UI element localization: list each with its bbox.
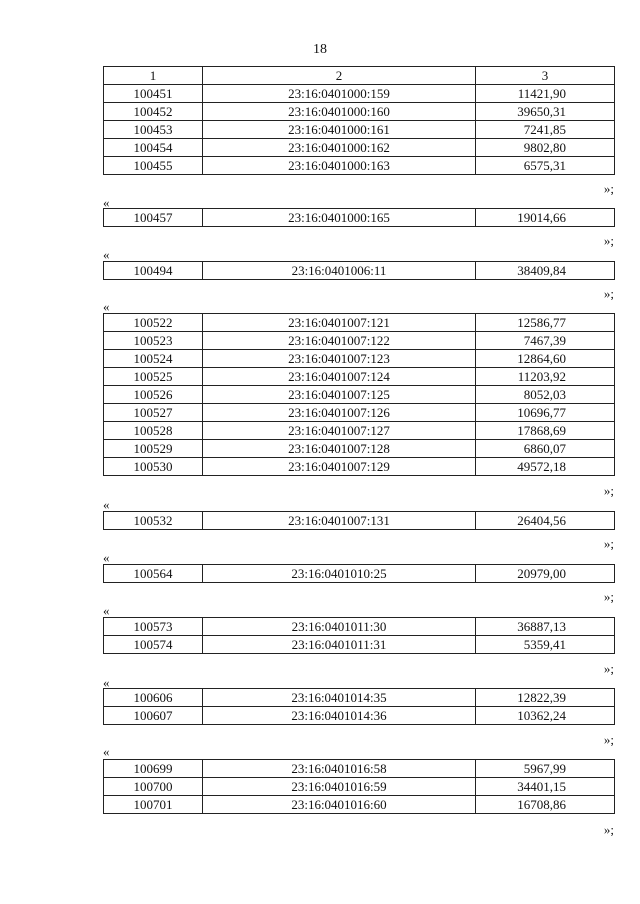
table-row [104,422,615,440]
column-header-2: 2 [203,67,476,85]
value-cell: 5967,99 [476,760,615,778]
opening-quote: « [103,744,110,759]
record-number-cell: 100523 [104,332,203,350]
register-table [103,617,615,654]
value-cell: 16708,86 [476,796,615,814]
closing-quote: »; [603,661,614,676]
column-header-1: 1 [104,67,203,85]
cadastral-number-cell: 23:16:0401007:131 [203,512,476,530]
record-number-cell: 100530 [104,458,203,476]
record-number-cell: 100606 [104,689,203,707]
table-row [104,404,615,422]
table-row [104,103,615,121]
cadastral-number-cell: 23:16:0401000:165 [203,209,476,227]
table-row [104,618,615,636]
record-number-cell: 100527 [104,404,203,422]
value-cell: 5359,41 [476,636,615,654]
cadastral-number-cell: 23:16:0401007:126 [203,404,476,422]
opening-quote: « [103,550,110,565]
cadastral-number-cell: 23:16:0401000:160 [203,103,476,121]
cadastral-number-cell: 23:16:0401011:31 [203,636,476,654]
column-header-3: 3 [476,67,615,85]
value-cell: 36887,13 [476,618,615,636]
register-table [103,511,615,530]
register-table [103,261,615,280]
table-row [104,350,615,368]
value-cell: 10696,77 [476,404,615,422]
value-cell: 12864,60 [476,350,615,368]
table-row [104,565,615,583]
register-table [103,759,615,814]
register-table [103,313,615,476]
opening-quote: « [103,247,110,262]
cadastral-number-cell: 23:16:0401014:36 [203,707,476,725]
table-row [104,636,615,654]
column-header-table [103,66,615,85]
value-cell: 9802,80 [476,139,615,157]
cadastral-number-cell: 23:16:0401007:121 [203,314,476,332]
cadastral-number-cell: 23:16:0401007:122 [203,332,476,350]
opening-quote: « [103,603,110,618]
cadastral-number-cell: 23:16:0401010:25 [203,565,476,583]
closing-quote: »; [603,233,614,248]
closing-quote: »; [603,286,614,301]
register-table [103,208,615,227]
table-row [104,368,615,386]
table-row [104,121,615,139]
table-row [104,458,615,476]
cadastral-number-cell: 23:16:0401000:161 [203,121,476,139]
closing-quote: »; [603,181,614,196]
cadastral-number-cell: 23:16:0401007:129 [203,458,476,476]
table-row [104,512,615,530]
table-row [104,209,615,227]
value-cell: 10362,24 [476,707,615,725]
closing-quote: »; [603,589,614,604]
cadastral-number-cell: 23:16:0401011:30 [203,618,476,636]
cadastral-number-cell: 23:16:0401014:35 [203,689,476,707]
table-row [104,689,615,707]
table-row [104,332,615,350]
value-cell: 49572,18 [476,458,615,476]
record-number-cell: 100699 [104,760,203,778]
value-cell: 34401,15 [476,778,615,796]
record-number-cell: 100451 [104,85,203,103]
cadastral-number-cell: 23:16:0401007:128 [203,440,476,458]
cadastral-number-cell: 23:16:0401016:60 [203,796,476,814]
cadastral-number-cell: 23:16:0401016:58 [203,760,476,778]
record-number-cell: 100453 [104,121,203,139]
table-row [104,778,615,796]
table-row [104,707,615,725]
record-number-cell: 100573 [104,618,203,636]
value-cell: 17868,69 [476,422,615,440]
value-cell: 20979,00 [476,565,615,583]
table-row [104,262,615,280]
record-number-cell: 100532 [104,512,203,530]
opening-quote: « [103,497,110,512]
page-number: 18 [313,42,327,57]
closing-quote: »; [603,732,614,747]
table-row [104,386,615,404]
value-cell: 26404,56 [476,512,615,530]
table-row [104,440,615,458]
cadastral-number-cell: 23:16:0401007:124 [203,368,476,386]
record-number-cell: 100700 [104,778,203,796]
record-number-cell: 100525 [104,368,203,386]
record-number-cell: 100529 [104,440,203,458]
value-cell: 8052,03 [476,386,615,404]
value-cell: 7467,39 [476,332,615,350]
table-row [104,139,615,157]
record-number-cell: 100574 [104,636,203,654]
record-number-cell: 100528 [104,422,203,440]
record-number-cell: 100564 [104,565,203,583]
value-cell: 7241,85 [476,121,615,139]
cadastral-number-cell: 23:16:0401006:11 [203,262,476,280]
record-number-cell: 100452 [104,103,203,121]
record-number-cell: 100524 [104,350,203,368]
value-cell: 6860,07 [476,440,615,458]
table-row [104,760,615,778]
value-cell: 12822,39 [476,689,615,707]
cadastral-number-cell: 23:16:0401007:125 [203,386,476,404]
cadastral-number-cell: 23:16:0401000:159 [203,85,476,103]
value-cell: 11421,90 [476,85,615,103]
register-table [103,564,615,583]
opening-quote: « [103,675,110,690]
record-number-cell: 100454 [104,139,203,157]
value-cell: 39650,31 [476,103,615,121]
record-number-cell: 100455 [104,157,203,175]
closing-quote: »; [603,483,614,498]
register-table [103,84,615,175]
table-row [104,796,615,814]
value-cell: 11203,92 [476,368,615,386]
cadastral-number-cell: 23:16:0401000:162 [203,139,476,157]
table-row [104,314,615,332]
cadastral-number-cell: 23:16:0401000:163 [203,157,476,175]
closing-quote: »; [603,822,614,837]
closing-quote: »; [603,536,614,551]
record-number-cell: 100522 [104,314,203,332]
cadastral-number-cell: 23:16:0401016:59 [203,778,476,796]
record-number-cell: 100526 [104,386,203,404]
value-cell: 38409,84 [476,262,615,280]
record-number-cell: 100607 [104,707,203,725]
table-row [104,157,615,175]
header-row [104,67,615,85]
value-cell: 6575,31 [476,157,615,175]
record-number-cell: 100494 [104,262,203,280]
cadastral-number-cell: 23:16:0401007:127 [203,422,476,440]
record-number-cell: 100701 [104,796,203,814]
register-table [103,688,615,725]
cadastral-number-cell: 23:16:0401007:123 [203,350,476,368]
value-cell: 12586,77 [476,314,615,332]
table-row [104,85,615,103]
record-number-cell: 100457 [104,209,203,227]
opening-quote: « [103,195,110,210]
opening-quote: « [103,299,110,314]
value-cell: 19014,66 [476,209,615,227]
